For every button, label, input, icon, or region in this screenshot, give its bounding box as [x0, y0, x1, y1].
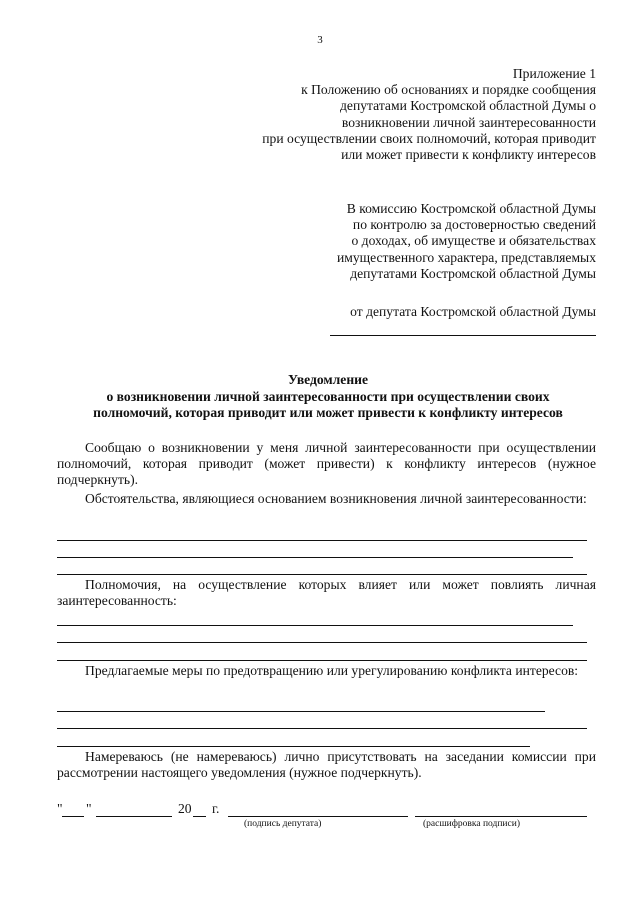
notification-paragraph: Сообщаю о возникновении у меня личной заинтересованности при осуществлении полномочий, которая приводит (может привести) к конфликту интересов (нужное подчеркнуть).: [57, 440, 596, 488]
powers-label: Полномочия, на осуществление которых влияет или может повлиять личная заинтересованность:: [57, 577, 596, 609]
year-suffix: г.: [212, 801, 220, 816]
signature-caption: (подпись депутата): [244, 819, 322, 829]
blank-line: [57, 557, 573, 558]
notice-title: Уведомление: [287, 372, 369, 387]
blank-line: [57, 746, 530, 747]
measures-label: Предлагаемые меры по предотвращению или урегулированию конфликта интересов:: [85, 663, 579, 678]
notice-heading: Уведомление о возникновении личной заинтересованности при осуществлении своих полномочий, которая приводит или может привести к конфликту интересов: [40, 372, 616, 422]
blank-line: [57, 728, 587, 729]
month-line: [96, 816, 172, 817]
blank-line: [57, 711, 545, 712]
date-quote-close: ": [86, 801, 92, 816]
deputy-name-line: [330, 335, 596, 336]
page-number: 3: [317, 34, 323, 46]
appendix-header: Приложение 1 к Положению об основаниях и порядке сообщения депутатами Костромской областной Думы о возникновении личной заинтересованности при осуществлении своих полномочий, которая приводит или может привести к конфликту интересов: [262, 66, 596, 163]
year-prefix: 20: [178, 801, 192, 816]
blank-line: [57, 660, 587, 661]
transcript-caption: (расшифровка подписи): [423, 819, 520, 829]
blank-line: [57, 642, 587, 643]
appendix-title: Приложение 1: [512, 66, 596, 81]
attendance-paragraph: Намереваюсь (не намереваюсь) лично присутствовать на заседании комиссии при рассмотрении настоящего уведомления (нужное подчеркнуть).: [57, 749, 596, 781]
from-deputy: от депутата Костромской областной Думы: [350, 304, 596, 319]
addressee-block: В комиссию Костромской областной Думы по контролю за достоверностью сведений о доходах, об имуществе и обязательствах имущественного характера, представляемых депутатами Костромской областной Думы: [336, 201, 596, 281]
blank-line: [57, 540, 587, 541]
day-line: [62, 816, 84, 817]
blank-line: [57, 574, 587, 575]
blank-line: [57, 625, 573, 626]
signature-line: [228, 816, 408, 817]
transcript-line: [415, 816, 587, 817]
date-quote-open: ": [57, 801, 63, 816]
circumstances-label: Обстоятельства, являющиеся основанием возникновения личной заинтересованности:: [85, 491, 587, 506]
year-line: [193, 816, 206, 817]
